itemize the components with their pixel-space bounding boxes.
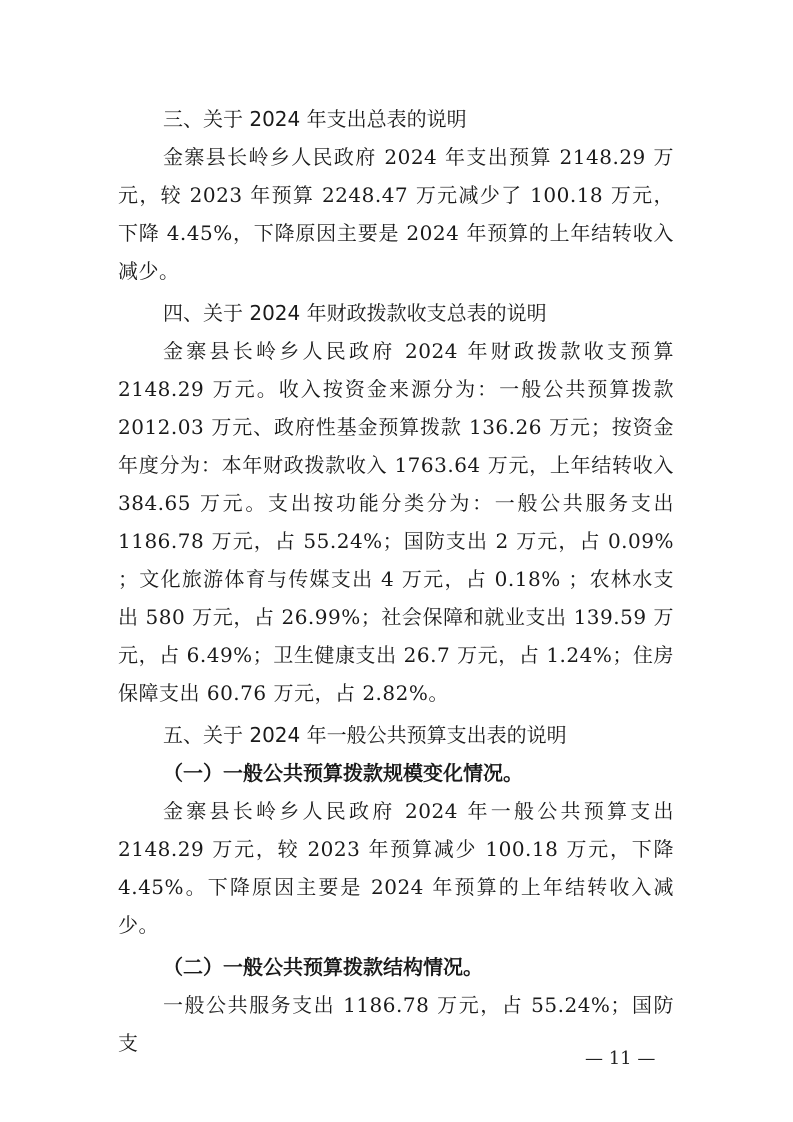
page-number: — 11 —: [585, 1048, 656, 1069]
subsection-2-paragraph: 一般公共服务支出 1186.78 万元，占 55.24%；国防支: [118, 993, 674, 1055]
subsection-1-paragraph: 金寨县长岭乡人民政府 2024 年一般公共预算支出 2148.29 万元，较 2023 年预算减少 100.18 万元，下降 4.45%。下降原因主要是 2024 年预算的上年结转收入减少。: [118, 799, 674, 937]
section-heading-4: 四、关于 2024 年财政拨款收支总表的说明: [163, 301, 547, 325]
document-body: [118, 100, 674, 1062]
section-4-paragraph: 金寨县长岭乡人民政府 2024 年财政拨款收支预算 2148.29 万元。收入按资金来源分为：一般公共预算拨款 2012.03 万元、政府性基金预算拨款 136.26 万元；按资金年度分为：本年财政拨款收入 1763.64 万元，上年结转收入 384.65 万元。支出按功能分类分为：一般公共服务支出 1186.78 万元，占 55.24%；国防支出 2 万元，占 0.09% ；文化旅游体育与传媒支出 4 万元，占 0.18% ；农林水支出 580 万元，占 26.99%；社会保障和就业支出 139.59 万元，占 6.49%；卫生健康支出 26.7 万元，占 1.24%；住房保障支出 60.76 万元，占 2.82%。: [118, 339, 674, 705]
subsection-heading-2: （二）一般公共预算拨款结构情况。: [163, 955, 483, 979]
section-heading-5: 五、关于 2024 年一般公共预算支出表的说明: [163, 723, 567, 747]
section-heading-3: 三、关于 2024 年支出总表的说明: [163, 107, 467, 131]
subsection-heading-1: （一）一般公共预算拨款规模变化情况。: [163, 761, 523, 785]
section-3-paragraph: 金寨县长岭乡人民政府 2024 年支出预算 2148.29 万元，较 2023 年预算 2248.47 万元减少了 100.18 万元，下降 4.45%，下降原因主要是 2024 年预算的上年结转收入减少。: [118, 145, 674, 283]
